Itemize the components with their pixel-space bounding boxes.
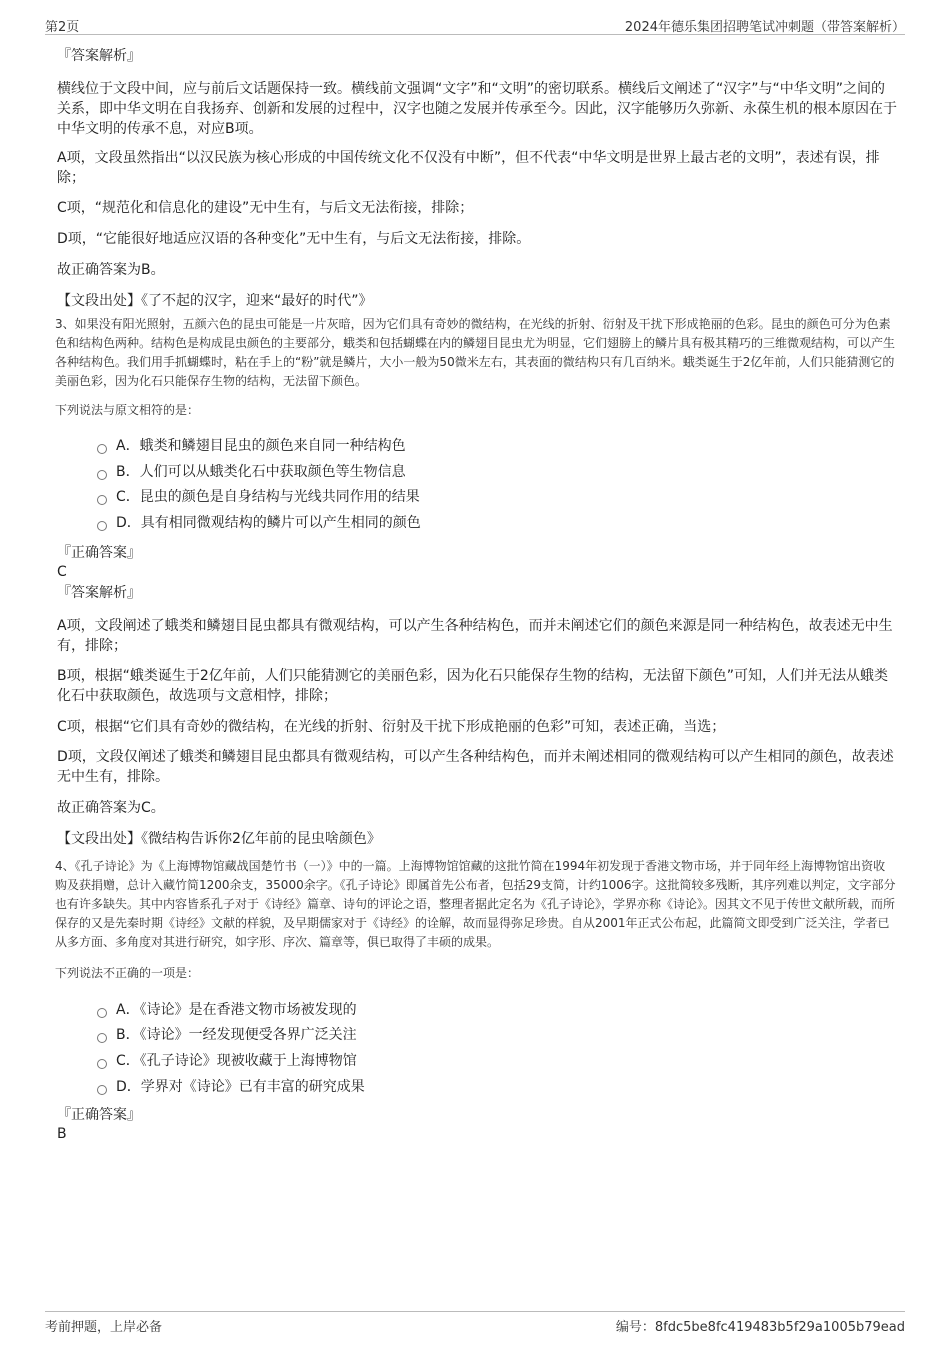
option-d[interactable]: [57, 511, 897, 537]
option-label: B．人们可以从蛾类化石中获取颜色等生物信息: [116, 463, 406, 480]
analysis-paragraph: A项，文段阐述了蛾类和鳞翅目昆虫都具有微观结构，可以产生各种结构色，而并未阐述它们的颜色来源是同一种结构色，故表述无中生有，排除；: [57, 617, 893, 654]
option-label: A．《诗论》是在香港文物市场被发现的: [116, 1001, 357, 1018]
option-a[interactable]: [57, 434, 897, 460]
radio-icon[interactable]: [97, 444, 107, 454]
analysis-paragraph: D项，“它能很好地适应汉语的各种变化”无中生有，与后文无法衔接，排除。: [57, 231, 531, 247]
question-stem: 3、如果没有阳光照射，五颜六色的昆虫可能是一片灰暗，因为它们具有奇妙的微结构，在光线的折射、衍射及干扰下形成艳丽的色彩。昆虫的颜色可分为色素色和结构色两种。结构色是构成昆虫颜色的主要部分，蛾类和包括蝴蝶在内的鳞翅目昆虫尤为明显，它们翅膀上的鳞片具有极其精巧的三维微观结构，可以产生各种结构色。我们用手抓蝴蝶时，粘在手上的“粉”就是鳞片，大小一般为50微米左右，其表面的微结构只有几百纳米。蛾类诞生于2亿年前，人们只能猜测它的美丽色彩，因为化石只能保存生物的结构，无法留下颜色。: [55, 317, 896, 388]
footer-slogan: 考前押题，上岸必备: [45, 1320, 163, 1335]
page-number: 第2页: [45, 20, 80, 35]
option-b[interactable]: [57, 1023, 897, 1049]
option-c[interactable]: [57, 1049, 897, 1075]
source-citation: 【文段出处】《微结构告诉你2亿年前的昆虫啥颜色》: [57, 830, 381, 847]
answer-statement: 故正确答案为C。: [57, 799, 165, 816]
question-prompt: 下列说法不正确的一项是：: [55, 965, 200, 980]
option-label: B．《诗论》一经发现便受各界广泛关注: [116, 1027, 357, 1044]
radio-icon[interactable]: [97, 495, 107, 505]
option-list: [57, 434, 897, 537]
option-label: D．具有相同微观结构的鳞片可以产生相同的颜色: [116, 515, 421, 532]
analysis-paragraph: D项，文段仅阐述了蛾类和鳞翅目昆虫都具有微观结构，可以产生各种结构色，而并未阐述相同的微观结构可以产生相同的颜色，故表述无中生有，排除。: [57, 748, 894, 785]
answer-label: 『正确答案』: [57, 544, 141, 561]
analysis-paragraph: C项，根据“它们具有奇妙的微结构，在光线的折射、衍射及干扰下形成艳丽的色彩”可知，表述正确，当选；: [57, 718, 726, 735]
page-header: [45, 14, 905, 35]
document-code: 编号：8fdc5be8fc419483b5f29a1005b79ead: [615, 1320, 905, 1335]
question-stem: 4、《孔子诗论》为《上海博物馆藏战国楚竹书（一）》中的一篇。上海博物馆馆藏的这批竹简在1994年初发现于香港文物市场，并于同年经上海博物馆出资收购及获捐赠，总计入藏竹简1200余支，35000余字。《孔子诗论》即属首先公布者，包括29支简，计约1006字。这批简较多残断，其序列难以判定，文字部分也有许多缺失。其中内容皆系孔子对于《诗经》篇章、诗句的评论之语，整理者据此定名为《孔子诗论》，学界亦称《诗论》。因其文不见于传世文献所载，而所保存的又是先秦时期《诗经》文献的样貌，及早期儒家对于《诗经》的诠解，故而显得弥足珍贵。自从2001年正式公布起，此篇简文即受到广泛关注，学者已从多方面、多角度对其进行研究，如字形、序次、篇章等，俱已取得了丰硕的成果。: [55, 858, 896, 949]
radio-icon[interactable]: [97, 1008, 107, 1018]
option-label: A．蛾类和鳞翅目昆虫的颜色来自同一种结构色: [116, 438, 406, 454]
source-citation: 【文段出处】《了不起的汉字，迎来“最好的时代”》: [57, 293, 373, 309]
option-list: [57, 998, 897, 1101]
page-footer: [45, 1311, 905, 1336]
analysis-paragraph: B项，根据“蛾类诞生于2亿年前，人们只能猜测它的美丽色彩，因为化石只能保存生物的结构，无法留下颜色”可知，人们并无法从蛾类化石中获取颜色，故选项与文意相悖，排除；: [57, 667, 889, 704]
document-title: 2024年德乐集团招聘笔试冲刺题（带答案解析）: [624, 20, 905, 35]
option-c[interactable]: [57, 485, 897, 511]
option-label: D．学界对《诗论》已有丰富的研究成果: [116, 1078, 365, 1095]
radio-icon[interactable]: [97, 1033, 107, 1043]
analysis-label: 『答案解析』: [57, 584, 141, 601]
radio-icon[interactable]: [97, 521, 107, 531]
option-a[interactable]: [57, 998, 897, 1024]
answer-statement: 故正确答案为B。: [57, 262, 165, 278]
radio-icon[interactable]: [97, 1059, 107, 1069]
option-d[interactable]: [57, 1075, 897, 1101]
analysis-paragraph: 横线位于文段中间，应与前后文话题保持一致。横线前文强调“文字”和“文明”的密切联系。横线后文阐述了“汉字”与“中华文明”之间的关系，即中华文明在自我扬弃、创新和发展的过程中，汉字也随之发展并传承至今。因此，汉字能够历久弥新、永葆生机的根本原因在于中华文明的传承不息，对应B项。: [57, 81, 897, 137]
option-b[interactable]: [57, 460, 897, 486]
answer-value: B: [57, 1125, 67, 1142]
page-content: [57, 46, 897, 1143]
question-prompt: 下列说法与原文相符的是：: [55, 403, 200, 417]
radio-icon[interactable]: [97, 470, 107, 480]
option-label: C．昆虫的颜色是自身结构与光线共同作用的结果: [116, 489, 420, 506]
analysis-paragraph: C项，“规范化和信息化的建设”无中生有，与后文无法衔接，排除；: [57, 200, 474, 216]
radio-icon[interactable]: [97, 1085, 107, 1095]
option-label: C．《孔子诗论》现被收藏于上海博物馆: [116, 1053, 357, 1070]
answer-value: C: [57, 563, 67, 580]
analysis-paragraph: A项，文段虽然指出“以汉民族为核心形成的中国传统文化不仅没有中断”，但不代表“中华文明是世界上最古老的文明”，表述有误，排除；: [57, 150, 880, 186]
analysis-label: 『答案解析』: [57, 48, 141, 64]
answer-label: 『正确答案』: [57, 1106, 141, 1123]
